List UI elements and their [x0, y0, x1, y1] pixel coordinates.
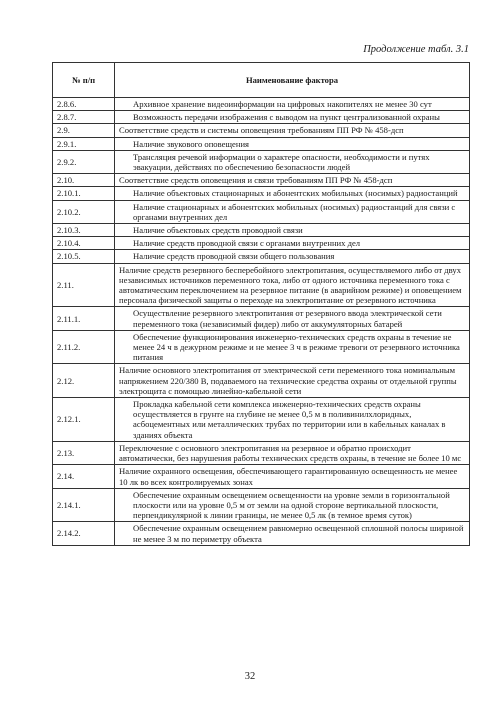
row-number: 2.8.6.: [53, 98, 115, 111]
column-header-factor-name: Наименование фактора: [115, 63, 470, 98]
column-header-number: № п/п: [53, 63, 115, 98]
row-number: 2.14.: [53, 465, 115, 488]
factor-description: Соответствие средств оповещения и связи требованиям ПП РФ № 458-дсп: [115, 174, 470, 187]
factor-description: Наличие средств резервного бесперебойного электропитания, осуществляемого либо от двух независимых источников переменного тока, либо от одного источника переменного тока с автоматическим переключением на резервное питание (в аварийном режиме) и оповещением персонала физической защиты о переходе на электропитание от резервного источника: [115, 263, 470, 307]
table-row: [53, 465, 470, 488]
table-row: [53, 200, 470, 223]
factor-description: Наличие средств проводной связи общего пользования: [115, 250, 470, 263]
row-number: 2.10.: [53, 174, 115, 187]
table-row: [53, 98, 470, 111]
factor-description: Обеспечение функционирования инженерно-технических средств охраны в течение не менее 24 ч в дежурном режиме и не менее 3 ч в режиме тревоги от резервного источника питания: [115, 330, 470, 364]
row-number: 2.10.1.: [53, 187, 115, 200]
factor-description: Наличие объектовых средств проводной связи: [115, 224, 470, 237]
table-header-row: [53, 63, 470, 98]
factor-description: Наличие стационарных и абонентских мобильных (носимых) радиостанций для связи с органами внутренних дел: [115, 200, 470, 223]
table-row: [53, 137, 470, 150]
factor-description: Соответствие средств и системы оповещения требованиям ПП РФ № 458-дсп: [115, 124, 470, 137]
factor-description: Возможность передачи изображения с выводом на пункт централизованной охраны: [115, 111, 470, 124]
row-number: 2.12.: [53, 364, 115, 398]
table-row: [53, 174, 470, 187]
row-number: 2.9.1.: [53, 137, 115, 150]
table-row: [53, 224, 470, 237]
table-body: [53, 98, 470, 546]
factor-description: Переключение с основного электропитания на резервное и обратно происходит автоматически, без нарушения работы технических средств охраны, в течение не более 10 мс: [115, 441, 470, 464]
row-number: 2.10.5.: [53, 250, 115, 263]
table-row: [53, 307, 470, 330]
row-number: 2.9.2.: [53, 150, 115, 173]
factor-description: Наличие объектовых стационарных и абонентских мобильных (носимых) радиостанций: [115, 187, 470, 200]
row-number: 2.8.7.: [53, 111, 115, 124]
factor-description: Трансляция речевой информации о характере опасности, необходимости и путях эвакуации, действиях по обеспечению безопасности людей: [115, 150, 470, 173]
table-row: [53, 398, 470, 442]
row-number: 2.10.2.: [53, 200, 115, 223]
table-row: [53, 441, 470, 464]
row-number: 2.11.: [53, 263, 115, 307]
table-continuation-caption: Продолжение табл. 3.1: [363, 44, 469, 55]
row-number: 2.11.2.: [53, 330, 115, 364]
table-row: [53, 330, 470, 364]
table-row: [53, 237, 470, 250]
factor-description: Наличие охранного освещения, обеспечивающего гарантированную освещенность не менее 10 лк во всех контролируемых зонах: [115, 465, 470, 488]
table-row: [53, 250, 470, 263]
factor-description: Обеспечение охранным освещением равномерно освещенной сплошной полосы шириной не менее 3 м по периметру объекта: [115, 522, 470, 545]
table-row: [53, 522, 470, 545]
table-row: [53, 488, 470, 522]
table-row: [53, 150, 470, 173]
table-row: [53, 124, 470, 137]
factor-description: Архивное хранение видеоинформации на цифровых накопителях не менее 30 сут: [115, 98, 470, 111]
row-number: 2.12.1.: [53, 398, 115, 442]
row-number: 2.11.1.: [53, 307, 115, 330]
row-number: 2.13.: [53, 441, 115, 464]
table-row: [53, 187, 470, 200]
factor-description: Обеспечение охранным освещением освещенности на уровне земли в горизонтальной плоскости или на уровне 0,5 м от земли на одной стороне вертикальной плоскости, перпендикулярной к линии границы, не менее 0,5 лк (в темное время суток): [115, 488, 470, 522]
row-number: 2.14.1.: [53, 488, 115, 522]
row-number: 2.10.4.: [53, 237, 115, 250]
page-number: 32: [244, 671, 256, 682]
factor-description: Прокладка кабельной сети комплекса инженерно-технических средств охраны осуществляется в грунте на глубине не менее 0,5 м в поливинилхлоридных, асбоцементных или металлических трубах по территории или в кабельных каналах в зданиях объекта: [115, 398, 470, 442]
factor-description: Наличие звукового оповещения: [115, 137, 470, 150]
row-number: 2.14.2.: [53, 522, 115, 545]
table-row: [53, 364, 470, 398]
factor-description: Осуществление резервного электропитания от резервного ввода электрической сети переменного тока (независимый фидер) либо от аккумуляторных батарей: [115, 307, 470, 330]
row-number: 2.9.: [53, 124, 115, 137]
table-row: [53, 111, 470, 124]
factor-description: Наличие основного электропитания от электрической сети переменного тока номинальным напряжением 220/380 В, подаваемого на технические средства охраны от отдельной группы электрощита с помощью линейно-кабельной сети: [115, 364, 470, 398]
factor-description: Наличие средств проводной связи с органами внутренних дел: [115, 237, 470, 250]
factors-table: [52, 62, 470, 546]
table-row: [53, 263, 470, 307]
row-number: 2.10.3.: [53, 224, 115, 237]
